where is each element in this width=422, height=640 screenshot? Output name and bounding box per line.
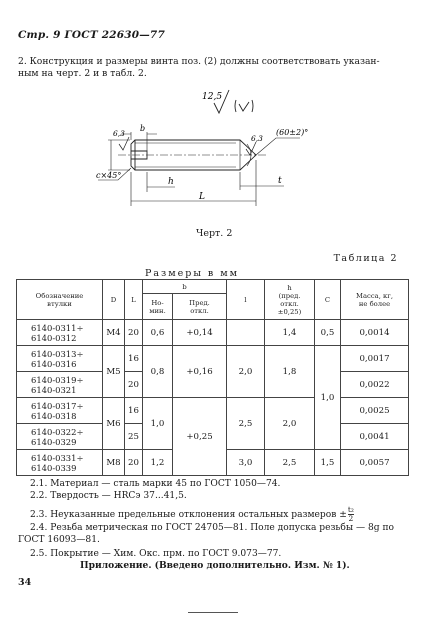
- th-designation: Обозначение втулки: [17, 280, 103, 320]
- dim-t-label: t: [278, 176, 282, 186]
- table-row: 6140-0319÷ 6140-0321 20 0,0022: [17, 372, 409, 398]
- roughness-value: 12,5: [202, 92, 223, 102]
- dim-L-label: L: [199, 192, 205, 202]
- page-header: Стр. 9 ГОСТ 22630—77: [18, 29, 165, 41]
- note-2-2: 2.2. Твердость — HRCэ 37...41,5.: [30, 491, 187, 501]
- paragraph-line-1: 2. Конструкция и размеры винта поз. (2) должны соответствовать указан-: [18, 56, 380, 67]
- dim-b-line: [121, 132, 157, 151]
- th-l: l: [227, 280, 265, 320]
- th-h: h (пред. откл. ±0,25): [265, 280, 315, 320]
- table-row: 6140-0313÷ 6140-0316 M5 16 0,8 +0,16 2,0 1,8 1,0 0,0017: [17, 346, 409, 372]
- roughness-mark-1: [119, 137, 129, 150]
- th-L: L: [125, 280, 143, 320]
- paragraph-line-2: ным на черт. 2 и в табл. 2.: [18, 68, 147, 79]
- table-row: 6140-0317÷ 6140-0318 M6 16 1,0 +0,25 2,5 2,0 0,0025: [17, 398, 409, 424]
- table-subtitle: Размеры в мм: [145, 268, 240, 279]
- th-b: b: [143, 280, 227, 294]
- figure-caption: Черт. 2: [196, 228, 233, 239]
- note-2-3: 2.3. Неуказанные предельные отклонения остальных размеров ± $\frac{\text{t₂}}{2}$: [30, 505, 354, 523]
- note-2-4-line-1: 2.4. Резьба метрическая по ГОСТ 24705—81. Поле допуска резьбы — 8g по: [30, 523, 394, 533]
- table-row: 6140-0322÷ 6140-0329 25 0,0041: [17, 424, 409, 450]
- note-2-4-line-2: ГОСТ 16093—81.: [18, 535, 100, 545]
- fraction-numerator: t₂: [347, 505, 354, 514]
- table-number: Таблица 2: [333, 253, 398, 264]
- page-number: 34: [18, 577, 32, 588]
- fraction-denominator: 2: [348, 514, 354, 523]
- roughness-check-small: [239, 102, 249, 111]
- table-row: 6140-0331÷ 6140-0339 M8 20 1,2 3,0 2,5 1,5 0,0057: [17, 450, 409, 476]
- th-b-nominal: Но- мин.: [143, 294, 173, 320]
- note-2-1: 2.1. Материал — сталь марки 45 по ГОСТ 1050—74.: [30, 479, 281, 489]
- th-D: D: [103, 280, 125, 320]
- dimensions-table: [16, 279, 409, 476]
- table-row: 6140-0311÷ 6140-0312 M4 20 0,6 +0,14 1,4 0,5 0,0014: [17, 320, 409, 346]
- th-b-deviation: Пред. откл.: [173, 294, 227, 320]
- th-mass: Масса, кг, не более: [341, 280, 409, 320]
- angle-label: (60±2)°: [276, 128, 309, 137]
- screw-drawing: [0, 80, 422, 230]
- dim-b-label: b: [140, 124, 146, 133]
- note-appendix: Приложение. (Введено дополнительно. Изм. № 1).: [80, 560, 350, 571]
- note-2-5: 2.5. Покрытие — Хим. Окс. прм. по ГОСТ 9.073—77.: [30, 549, 282, 559]
- th-C: C: [315, 280, 341, 320]
- chamfer-label: c×45°: [96, 171, 122, 180]
- roughness-label-2: 6,3: [251, 134, 263, 143]
- roughness-label-1: 6,3: [113, 129, 125, 138]
- dim-h-label: h: [168, 177, 174, 187]
- footer-rule: [188, 612, 238, 613]
